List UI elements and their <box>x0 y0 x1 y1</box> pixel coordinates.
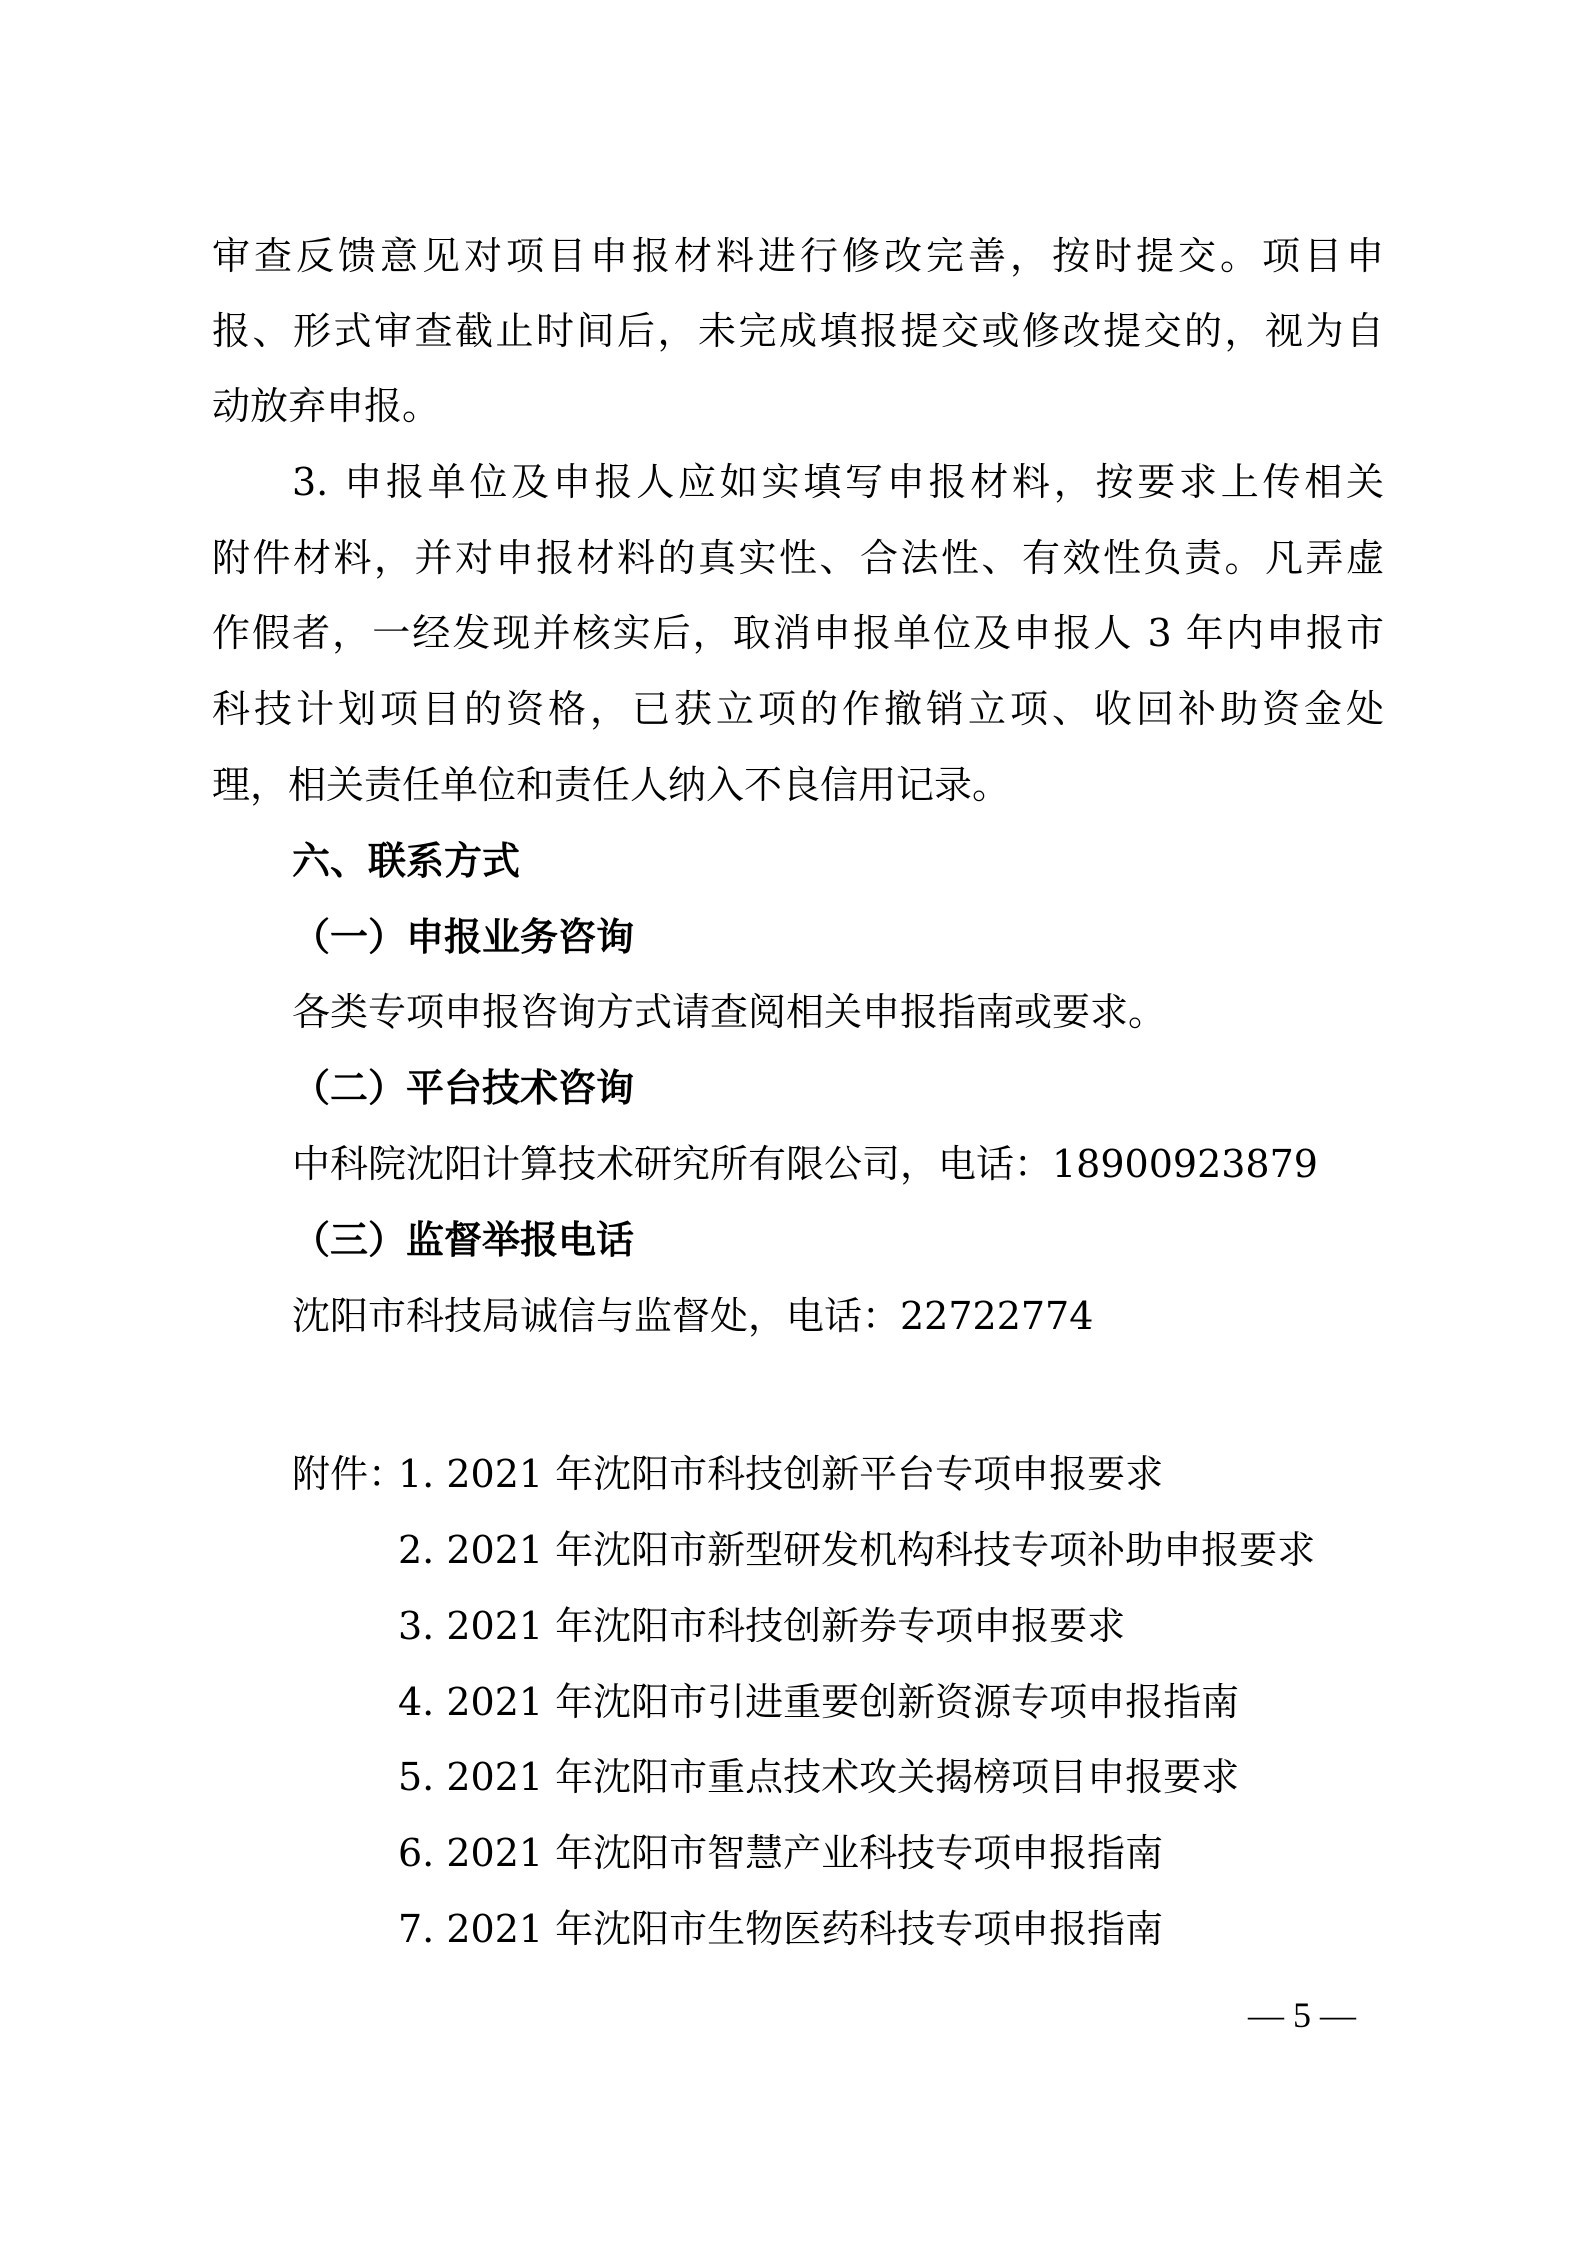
paragraph-3-line-2: 附件材料，并对申报材料的真实性、合法性、有效性负责。凡弄虚 <box>212 536 1384 580</box>
paragraph-intro-line-3: 动放弃申报。 <box>212 384 441 428</box>
paragraph-3-line-3: 作假者，一经发现并核实后，取消申报单位及申报人 3 年内申报市 <box>212 611 1384 655</box>
attachment-item-6: 6. 2021 年沈阳市智慧产业科技专项申报指南 <box>398 1831 1164 1875</box>
attachment-item-3: 3. 2021 年沈阳市科技创新券专项申报要求 <box>398 1604 1126 1648</box>
attachment-item-5: 5. 2021 年沈阳市重点技术攻关揭榜项目申报要求 <box>398 1755 1240 1799</box>
attachment-item-1: 1. 2021 年沈阳市科技创新平台专项申报要求 <box>398 1452 1164 1496</box>
attachment-item-2: 2. 2021 年沈阳市新型研发机构科技专项补助申报要求 <box>398 1528 1316 1572</box>
subsection-1-text: 各类专项申报咨询方式请查阅相关申报指南或要求。 <box>292 990 1167 1034</box>
attachment-item-4: 4. 2021 年沈阳市引进重要创新资源专项申报指南 <box>398 1680 1240 1724</box>
paragraph-3-line-4: 科技计划项目的资格，已获立项的作撤销立项、收回补助资金处 <box>212 687 1384 731</box>
paragraph-intro-line-1: 审查反馈意见对项目申报材料进行修改完善，按时提交。项目申 <box>212 234 1384 278</box>
subsection-2-heading: （二）平台技术咨询 <box>292 1065 635 1110</box>
paragraph-3-line-5: 理，相关责任单位和责任人纳入不良信用记录。 <box>212 763 1011 807</box>
paragraph-3-line-1: 3. 申报单位及申报人应如实填写申报材料，按要求上传相关 <box>292 460 1384 504</box>
subsection-3-text: 沈阳市科技局诚信与监督处，电话：22722774 <box>292 1294 1094 1338</box>
paragraph-intro-line-2: 报、形式审查截止时间后，未完成填报提交或修改提交的，视为自 <box>212 309 1384 353</box>
section-heading: 六、联系方式 <box>292 838 521 883</box>
subsection-3-heading: （三）监督举报电话 <box>292 1217 635 1262</box>
attachment-item-7: 7. 2021 年沈阳市生物医药科技专项申报指南 <box>398 1907 1164 1951</box>
subsection-2-text: 中科院沈阳计算技术研究所有限公司，电话：18900923879 <box>292 1142 1318 1186</box>
subsection-1-heading: （一）申报业务咨询 <box>292 914 635 959</box>
page-number: — 5 — <box>1248 1995 1356 2035</box>
attachments-label: 附件： <box>292 1452 407 1496</box>
